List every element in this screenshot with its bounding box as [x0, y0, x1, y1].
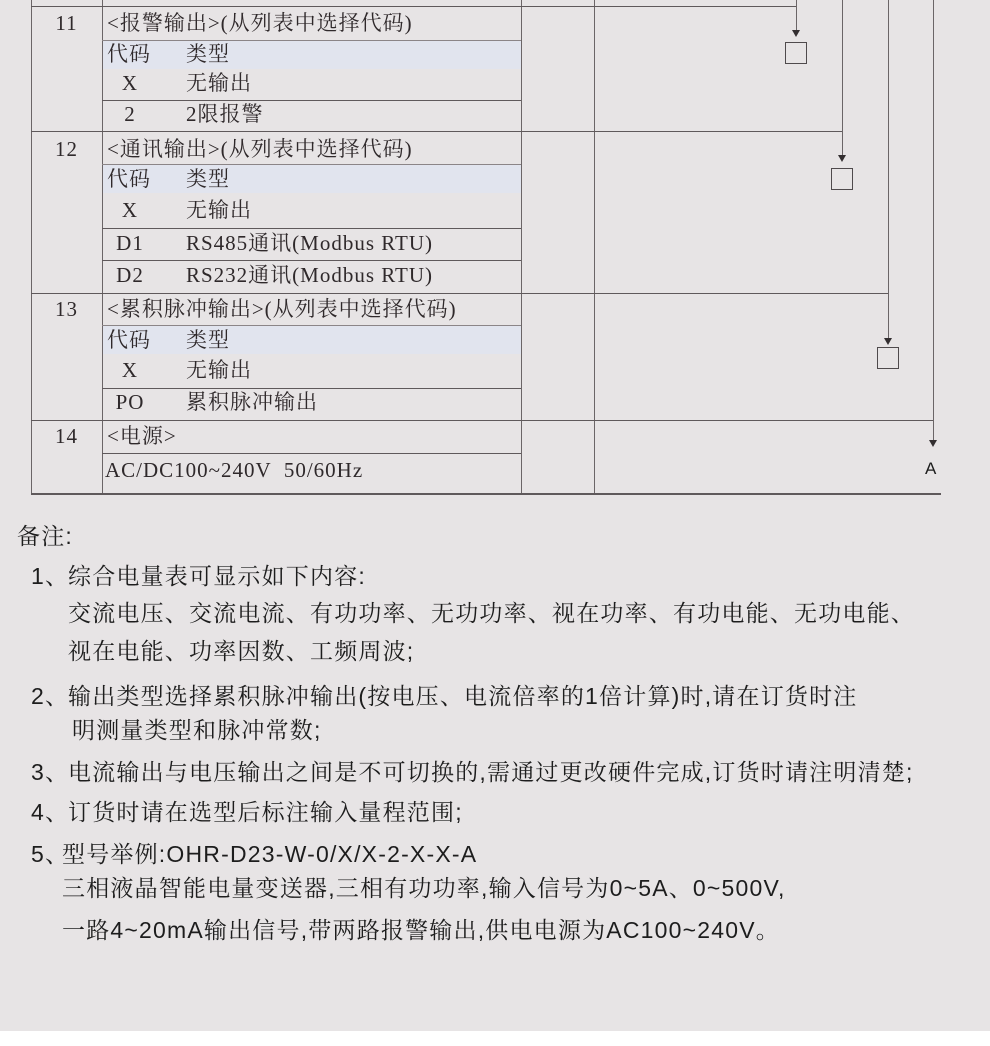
row11-selector-line: [796, 0, 797, 31]
row13-code-col-header: 代码: [107, 328, 151, 352]
row13-selector-line: [888, 0, 889, 339]
row12-selector-line: [842, 0, 843, 156]
row14-power-value: AC/DC100~240V 50/60Hz: [105, 458, 364, 482]
row14-terminator-label: A: [925, 459, 937, 478]
notes-title: 备注:: [17, 523, 73, 549]
row11-option-divider: [102, 100, 521, 101]
row12-code-box: [831, 168, 853, 190]
row12-option2-type: RS485通讯(Modbus RTU): [186, 231, 434, 255]
row12-header: <通讯输出>(从列表中选择代码): [107, 137, 413, 161]
row13-option2-type: 累积脉冲输出: [186, 390, 318, 414]
row11-header: <报警输出>(从列表中选择代码): [107, 11, 413, 35]
note1-line3: 视在电能、功率因数、工频周波;: [68, 638, 415, 664]
row12-option3-type: RS232通讯(Modbus RTU): [186, 263, 434, 287]
row13-header: <累积脉冲输出>(从列表中选择代码): [107, 297, 457, 321]
note2-number: 2、: [31, 683, 70, 709]
row11-type-col-header: 类型: [186, 42, 230, 66]
row12-option-divider-2: [102, 260, 521, 261]
row13-top-connector-line: [31, 293, 888, 294]
row11-arrow-down-icon: [792, 30, 800, 37]
note3-number: 3、: [31, 759, 70, 785]
row11-code-box: [785, 42, 807, 64]
row13-code-box: [877, 347, 899, 369]
note2-line1: 输出类型选择累积脉冲输出(按电压、电流倍率的1倍计算)时,请在订货时注: [68, 683, 858, 709]
row12-option-divider-1: [102, 228, 521, 229]
row14-header: <电源>: [107, 424, 177, 448]
row14-selector-line: [933, 0, 934, 441]
row12-top-connector-line: [31, 131, 842, 132]
row14-arrow-down-icon: [929, 440, 937, 447]
row11-option2-code: 2: [124, 102, 136, 126]
row14-power-divider: [102, 453, 521, 454]
note5-line2: 三相液晶智能电量变送器,三相有功功率,输入信号为0~5A、0~500V,: [62, 875, 786, 901]
note2-line2: 明测量类型和脉冲常数;: [72, 717, 322, 743]
note5-number: 5、: [31, 841, 70, 867]
note1-number: 1、: [31, 563, 70, 589]
note3-line1: 电流输出与电压输出之间是不可切换的,需通过更改硬件完成,订货时请注明清楚;: [68, 759, 914, 785]
row11-top-connector-line: [31, 6, 796, 7]
row13-type-col-header: 类型: [186, 328, 230, 352]
note1-line2: 交流电压、交流电流、有功功率、无功功率、视在功率、有功电能、无功电能、: [68, 600, 915, 626]
row12-option2-code: D1: [116, 231, 144, 255]
note1-line1: 综合电量表可显示如下内容:: [68, 563, 366, 589]
row12-arrow-down-icon: [838, 155, 846, 162]
row11-codehdr-shade: [103, 41, 521, 69]
row13-option-divider: [102, 388, 521, 389]
row12-code-col-header: 代码: [107, 167, 151, 191]
row11-option1-type: 无输出: [186, 71, 252, 95]
row13-option1-code: X: [121, 358, 139, 382]
row11-code-col-header: 代码: [107, 42, 151, 66]
row14-number: 14: [55, 424, 78, 448]
row13-arrow-down-icon: [884, 338, 892, 345]
row13-option1-type: 无输出: [186, 358, 252, 382]
note5-line3: 一路4~20mA输出信号,带两路报警输出,供电电源为AC100~240V。: [62, 917, 780, 943]
row13-option2-code: PO: [115, 390, 145, 414]
table-border-bottom: [31, 493, 941, 495]
row12-option1-code: X: [121, 198, 139, 222]
row13-number: 13: [55, 297, 78, 321]
row12-codehdr-shade: [103, 165, 521, 193]
row12-type-col-header: 类型: [186, 167, 230, 191]
row11-number: 11: [55, 11, 78, 35]
row12-number: 12: [55, 137, 78, 161]
row13-codehdr-shade: [103, 326, 521, 354]
note4-number: 4、: [31, 799, 70, 825]
row11-option2-type: 2限报警: [186, 102, 264, 126]
row12-option1-type: 无输出: [186, 198, 252, 222]
row12-option3-code: D2: [116, 263, 144, 287]
row14-top-connector-line: [31, 420, 933, 421]
note4-line1: 订货时请在选型后标注输入量程范围;: [68, 799, 463, 825]
note5-line1: 型号举例:OHR-D23-W-0/X/X-2-X-X-A: [62, 841, 478, 867]
row11-option1-code: X: [121, 71, 139, 95]
page-bottom-margin: [0, 1031, 990, 1046]
